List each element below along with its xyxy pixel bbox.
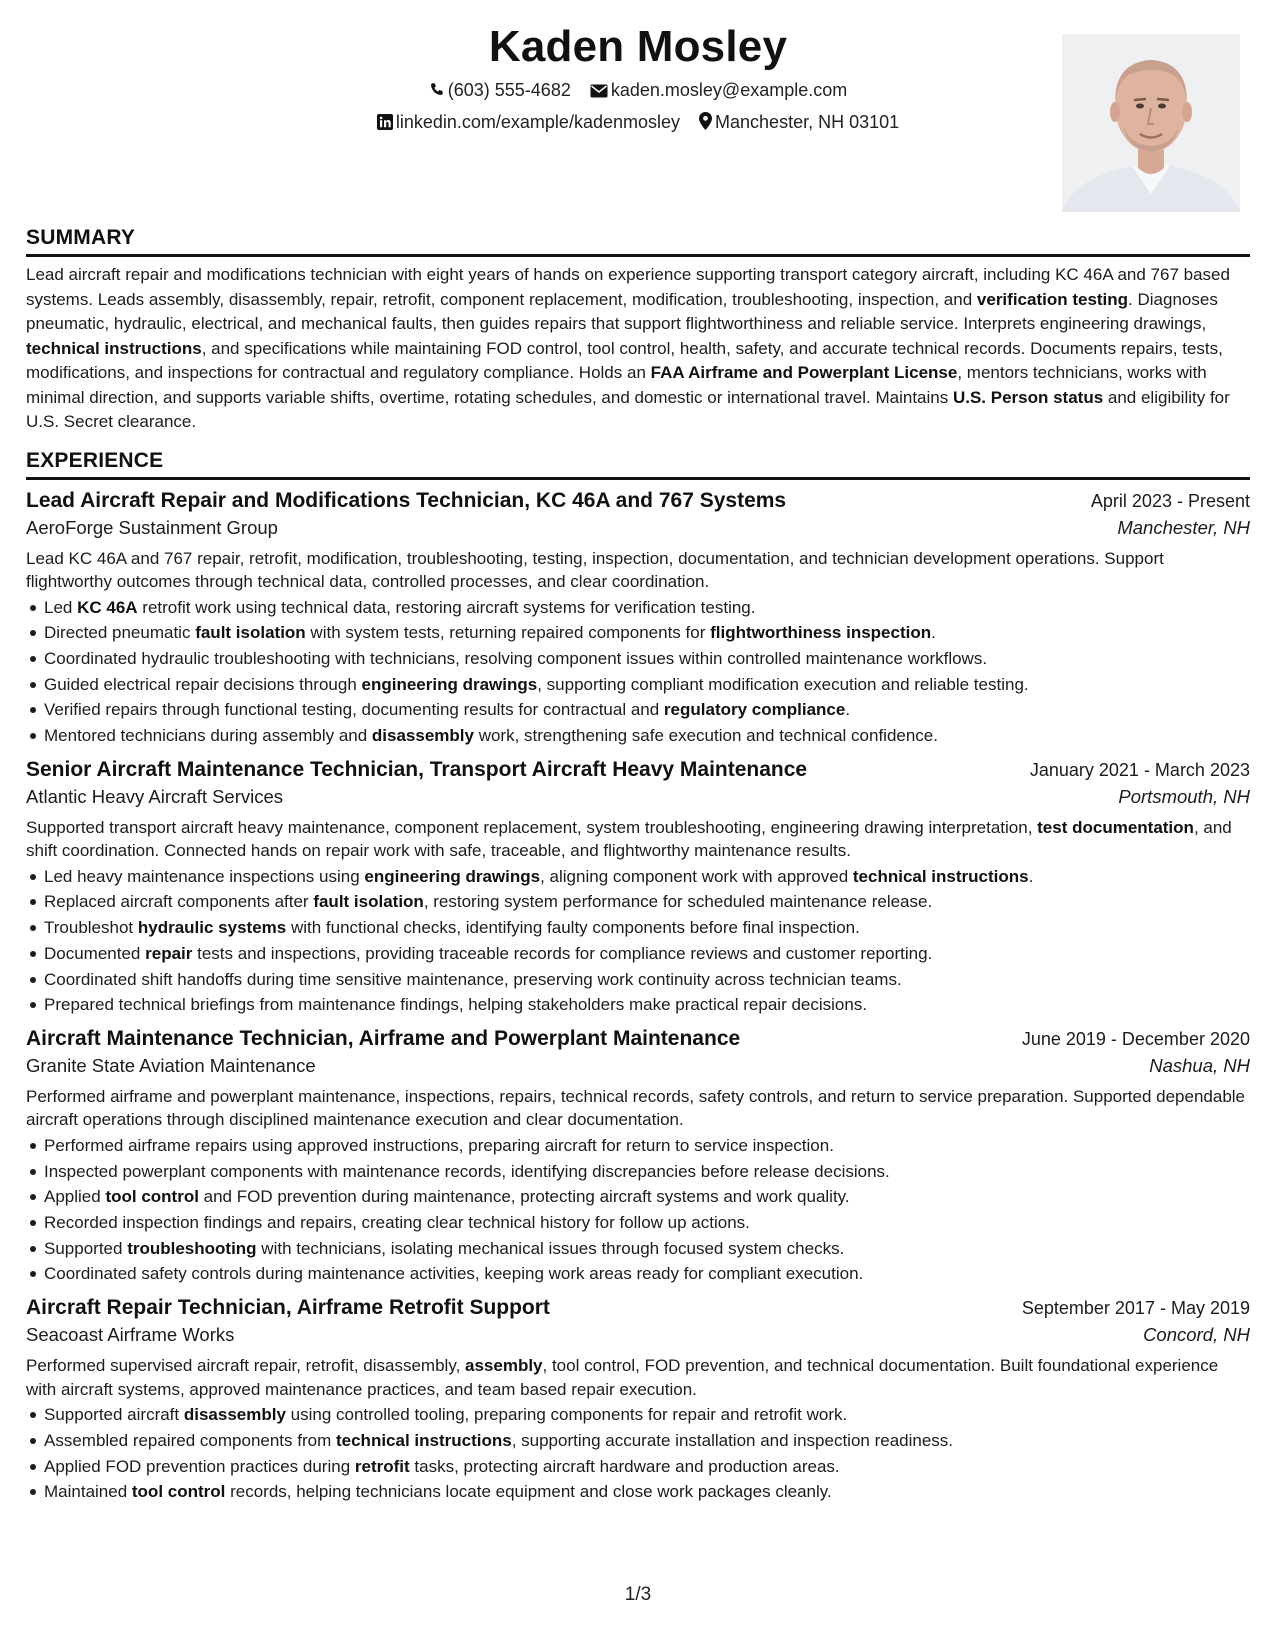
text-run: Coordinated hydraulic troubleshooting with technicians, resolving component issues within controlled maintenance workflows. (44, 648, 988, 668)
text-run: Mentored technicians during assembly and (44, 726, 372, 746)
job-dates: April 2023 - Present (1090, 490, 1250, 511)
text-run: Inspected powerplant components with maintenance records, identifying discrepancies before release decisions. (44, 1161, 890, 1181)
text-run: Coordinated shift handoffs during time sensitive maintenance, preserving work continuity across technician teams. (44, 969, 902, 989)
phone-icon (429, 82, 445, 98)
bullet-item (26, 697, 1250, 723)
profile-photo (1062, 34, 1240, 212)
bullet-item (26, 672, 1250, 698)
text-run: Prepared technical briefings from maintenance findings, helping stakeholders make practical repair decisions. (44, 995, 868, 1015)
bullet-item (26, 1184, 1250, 1210)
text-run: . (931, 623, 936, 643)
bullet-item (26, 1402, 1250, 1428)
summary-section (26, 226, 1250, 435)
text-run: with technicians, isolating mechanical issues through focused system checks. (256, 1238, 845, 1258)
text-run: Maintained (44, 1482, 132, 1502)
experience-heading: EXPERIENCE (26, 449, 1250, 480)
text-run: Replaced aircraft components after (44, 892, 314, 912)
candidate-name: Kaden Mosley (488, 22, 788, 71)
text-run: retrofit work using technical data, restoring aircraft systems for verification testing. (137, 597, 756, 617)
text-run: . (845, 700, 851, 720)
bullet-item (26, 1210, 1250, 1236)
bold-keyword: assembly (465, 1356, 543, 1376)
bold-keyword: FAA Airframe and Powerplant License (650, 363, 958, 382)
linkedin-text: linkedin.com/example/kadenmosley (395, 112, 681, 132)
bold-keyword: regulatory compliance (663, 700, 846, 720)
bold-keyword: fault isolation (195, 623, 306, 643)
bullet-item (26, 864, 1250, 890)
experience-section (26, 449, 1250, 1505)
text-run: records, helping technicians locate equipment and close work packages cleanly. (225, 1482, 832, 1502)
job-location: Concord, NH (1143, 1324, 1250, 1346)
text-run: , and specifications while maintaining FOD control, tool control, health, safety, and accurate technical records. Documents repairs, tests, modifications, and inspections for contractual and regulatory compliance. Holds an (26, 338, 1223, 382)
job-dates: June 2019 - December 2020 (1021, 1028, 1250, 1049)
bullet-item (26, 889, 1250, 915)
job-description (26, 547, 1250, 594)
text-run: , supporting compliant modification execution and reliable testing. (537, 674, 1029, 694)
text-run: with system tests, returning repaired components for (305, 623, 711, 643)
bold-keyword: KC 46A (77, 597, 138, 617)
job-entry (26, 758, 1250, 1018)
resume-page (26, 0, 1250, 1650)
text-run: Documented (44, 943, 146, 963)
job-location: Portsmouth, NH (1118, 785, 1250, 807)
summary-text (26, 263, 1250, 435)
bullet-item (26, 723, 1250, 749)
text-run: Lead KC 46A and 767 repair, retrofit, modification, troubleshooting, testing, inspection, documentation, and technician development operations. Support flightworthy outcomes through technical data, controlled processes, and clear coordination. (26, 548, 1164, 591)
text-run: and FOD prevention during maintenance, protecting aircraft systems and work quality. (198, 1187, 850, 1207)
text-run: Coordinated safety controls during maintenance activities, keeping work areas ready for compliant execution. (44, 1264, 864, 1284)
text-run: tests and inspections, providing traceable records for compliance reviews and customer reporting. (192, 943, 933, 963)
text-run: Supported aircraft (44, 1405, 184, 1425)
text-run: Troubleshot (44, 918, 138, 938)
job-title: Senior Aircraft Maintenance Technician, Transport Aircraft Heavy Maintenance (26, 757, 808, 781)
job-title: Aircraft Repair Technician, Airframe Retrofit Support (26, 1296, 550, 1320)
bold-keyword: technical instructions (26, 338, 202, 358)
text-run: . Diagnoses pneumatic, hydraulic, electrical, and mechanical faults, then guides repairs that support flightworthiness and reliable service. Interprets engineering drawings, (26, 289, 1218, 333)
job-company: Seacoast Airframe Works (26, 1324, 235, 1346)
bold-keyword: tool control (105, 1187, 199, 1207)
job-entry (26, 1027, 1250, 1287)
bold-keyword: technical instructions (335, 1430, 512, 1450)
bold-keyword: retrofit (354, 1456, 410, 1476)
job-bullets (26, 1402, 1250, 1505)
bullet-item (26, 941, 1250, 967)
job-description (26, 1085, 1250, 1132)
bullet-item (26, 967, 1250, 993)
bullet-item (26, 1236, 1250, 1262)
text-run: , tool control, FOD prevention, and technical documentation. Built foundational experience with aircraft systems, approved maintenance practices, and team based repair execution. (26, 1356, 1219, 1399)
job-dates: January 2021 - March 2023 (1029, 759, 1250, 780)
email-contact[interactable] (590, 80, 847, 101)
job-description (26, 816, 1250, 863)
bold-keyword: disassembly (183, 1405, 286, 1425)
text-run: Lead aircraft repair and modifications technician with eight years of hands on experience supporting transport category aircraft, including KC 46A and 767 based systems. Leads assembly, disassembly, repair, retrofit, component replacement, modification, troubleshooting, inspection, and (26, 265, 1230, 309)
text-run: using controlled tooling, preparing components for repair and retrofit work. (285, 1405, 848, 1425)
bold-keyword: fault isolation (313, 892, 424, 912)
text-run: Supported transport aircraft heavy maintenance, component replacement, system troubleshooting, engineering drawing interpretation, (26, 817, 1038, 837)
text-run: Assembled repaired components from (44, 1430, 336, 1450)
text-run: Performed airframe repairs using approved instructions, preparing aircraft for return to service inspection. (44, 1135, 834, 1155)
bold-keyword: tool control (131, 1482, 226, 1502)
bullet-item (26, 915, 1250, 941)
bullet-item (26, 620, 1250, 646)
text-run: Applied (44, 1187, 106, 1207)
bold-keyword: disassembly (371, 726, 474, 746)
text-run: Directed pneumatic (44, 623, 196, 643)
job-bullets (26, 595, 1250, 749)
profile-portrait-image (1062, 34, 1240, 212)
job-title: Aircraft Maintenance Technician, Airframe and Powerplant Maintenance (26, 1026, 741, 1050)
text-run: Verified repairs through functional testing, documenting results for contractual and (44, 700, 664, 720)
text-run: , and shift coordination. Connected hands on repair work with safe, traceable, and flightworthy maintenance results. (26, 817, 1232, 861)
text-run: Applied FOD prevention practices during (44, 1456, 355, 1476)
bold-keyword: repair (145, 943, 193, 963)
bullet-item (26, 1479, 1250, 1505)
text-run: , aligning component work with approved (540, 866, 853, 886)
bullet-item (26, 1454, 1250, 1480)
summary-heading: SUMMARY (26, 226, 1250, 257)
text-run: . (1028, 866, 1034, 886)
bold-keyword: flightworthiness inspection (710, 623, 932, 643)
text-run: Performed airframe and powerplant maintenance, inspections, repairs, technical records, safety controls, and return to service preparation. Supported dependable aircraft operations through disciplined maintenance execution and clear documentation. (26, 1086, 1246, 1130)
job-location: Manchester, NH (1117, 516, 1250, 538)
job-entry (26, 1296, 1250, 1505)
bold-keyword: test documentation (1037, 817, 1194, 837)
text-run: and eligibility for U.S. Secret clearance. (26, 387, 1230, 431)
bold-keyword: engineering drawings (364, 866, 541, 886)
job-entry (26, 489, 1250, 749)
linkedin-icon (377, 114, 393, 130)
job-description (26, 1354, 1250, 1401)
bold-keyword: troubleshooting (127, 1238, 257, 1258)
bold-keyword: verification testing (976, 289, 1129, 309)
location-contact (699, 112, 899, 133)
map-pin-icon (699, 112, 712, 130)
page-number: 1/3 (624, 1584, 652, 1605)
bold-keyword: hydraulic systems (137, 918, 287, 938)
job-company: Atlantic Heavy Aircraft Services (26, 785, 284, 807)
text-run: Led (44, 597, 78, 617)
text-run: , restoring system performance for scheduled maintenance release. (423, 892, 933, 912)
job-location: Nashua, NH (1149, 1054, 1250, 1076)
bullet-item (26, 1428, 1250, 1454)
bullet-item (26, 595, 1250, 621)
bullet-item (26, 1159, 1250, 1185)
text-run: Performed supervised aircraft repair, retrofit, disassembly, (26, 1356, 466, 1376)
job-bullets (26, 864, 1250, 1018)
location-text: Manchester, NH 03101 (715, 112, 900, 132)
text-run: , supporting accurate installation and inspection readiness. (511, 1430, 954, 1450)
bullet-item (26, 646, 1250, 672)
linkedin-contact[interactable] (377, 112, 680, 133)
text-run: with functional checks, identifying faulty components before final inspection. (286, 918, 860, 938)
resume-header (26, 0, 1250, 215)
bold-keyword: technical instructions (852, 866, 1029, 886)
bullet-item (26, 992, 1250, 1018)
job-title: Lead Aircraft Repair and Modifications Technician, KC 46A and 767 Systems (26, 488, 787, 512)
phone-contact[interactable] (429, 80, 571, 101)
bold-keyword: engineering drawings (361, 674, 538, 694)
text-run: Led heavy maintenance inspections using (44, 866, 365, 886)
text-run: work, strengthening safe execution and technical confidence. (473, 726, 938, 746)
text-run: Recorded inspection findings and repairs, creating clear technical history for follow up actions. (44, 1213, 750, 1233)
envelope-icon (590, 84, 608, 98)
text-run: Guided electrical repair decisions through (44, 674, 362, 694)
job-dates: September 2017 - May 2019 (1021, 1298, 1250, 1319)
bold-keyword: U.S. Person status (952, 387, 1104, 407)
job-company: AeroForge Sustainment Group (26, 516, 278, 538)
text-run: Supported (44, 1238, 128, 1258)
text-run: , mentors technicians, works with minimal direction, and supports variable shifts, overtime, rotating schedules, and domestic or international travel. Maintains (26, 363, 1207, 407)
bullet-item (26, 1133, 1250, 1159)
phone-text: (603) 555-4682 (447, 80, 571, 100)
bullet-item (26, 1261, 1250, 1287)
email-text: kaden.mosley@example.com (610, 80, 848, 100)
job-bullets (26, 1133, 1250, 1287)
job-company: Granite State Aviation Maintenance (26, 1054, 316, 1076)
text-run: tasks, protecting aircraft hardware and production areas. (409, 1456, 840, 1476)
